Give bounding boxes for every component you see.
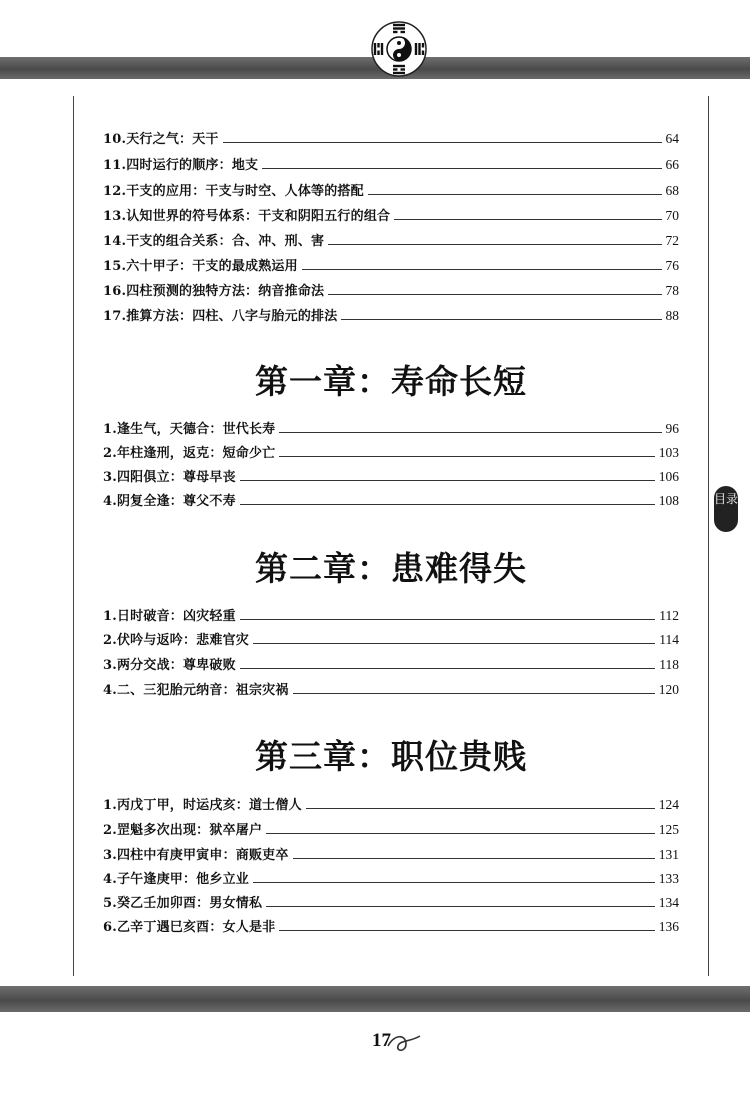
leader-line <box>223 142 662 143</box>
entry-title: 16.四柱预测的独特方法：纳音推命法 <box>103 284 325 299</box>
entry-title: 3.四柱中有庚甲寅申：商贩吏卒 <box>103 848 289 863</box>
entry-page: 70 <box>665 208 679 223</box>
entry-page: 112 <box>659 608 679 623</box>
leader-line <box>302 269 662 270</box>
toc-entry[interactable] <box>103 204 679 224</box>
entry-title: 1.逢生气，天德合：世代长寿 <box>103 422 276 437</box>
entry-page: 136 <box>658 919 679 934</box>
toc-entry[interactable] <box>103 417 679 437</box>
toc-entry[interactable] <box>103 179 679 199</box>
entry-title: 12.干支的应用：干支与时空、人体等的搭配 <box>103 184 364 199</box>
toc-entry[interactable] <box>103 891 679 911</box>
footer-band <box>0 986 750 1012</box>
leader-line <box>279 930 654 931</box>
toc-entry[interactable] <box>103 818 679 838</box>
frame-right-rule <box>708 96 709 976</box>
toc-entry[interactable] <box>103 867 679 887</box>
entry-page: 96 <box>665 421 679 436</box>
entry-page: 68 <box>665 183 679 198</box>
chapter-heading: 第二章：患难得失 <box>255 549 527 588</box>
leader-line <box>306 808 655 809</box>
leader-line <box>253 643 655 644</box>
leader-line <box>279 432 661 433</box>
leader-line <box>253 882 655 883</box>
entry-title: 2.罡魁多次出现：狱卒屠户 <box>103 823 263 838</box>
toc-entry[interactable] <box>103 678 679 698</box>
chapter-heading: 第三章：职位贵贱 <box>255 737 527 776</box>
leader-line <box>266 906 655 907</box>
entry-title: 3.两分交战：尊卑破败 <box>103 658 236 673</box>
leader-line <box>266 833 655 834</box>
entry-page: 134 <box>658 895 679 910</box>
entry-title: 1.日时破音：凶灾轻重 <box>103 609 236 624</box>
entry-page: 133 <box>658 871 679 886</box>
entry-title: 17.推算方法：四柱、八字与胎元的排法 <box>103 309 338 324</box>
entry-page: 76 <box>665 258 679 273</box>
entry-page: 66 <box>665 157 679 172</box>
leader-line <box>240 504 655 505</box>
entry-page: 124 <box>658 797 679 812</box>
leader-line <box>293 693 655 694</box>
leader-line <box>279 456 654 457</box>
page-number: 17 <box>372 1030 391 1051</box>
entry-page: 103 <box>658 445 679 460</box>
toc-entry[interactable] <box>103 441 679 461</box>
entry-title: 1.丙戊丁甲，时运戌亥：道士僧人 <box>103 798 302 813</box>
toc-entry[interactable] <box>103 915 679 935</box>
leader-line <box>368 194 662 195</box>
entry-page: 64 <box>665 131 679 146</box>
chapter-heading: 第一章：寿命长短 <box>255 362 527 401</box>
toc-entry[interactable] <box>103 254 679 274</box>
entry-title: 2.年柱逢刑，返克：短命少亡 <box>103 446 276 461</box>
entry-title: 15.六十甲子：干支的最成熟运用 <box>103 259 298 274</box>
leader-line <box>262 168 661 169</box>
entry-page: 125 <box>658 822 679 837</box>
leader-line <box>293 858 655 859</box>
leader-line <box>341 319 661 320</box>
toc-entry[interactable] <box>103 153 679 173</box>
leader-line <box>240 619 655 620</box>
leader-line <box>240 668 655 669</box>
toc-entry[interactable] <box>103 279 679 299</box>
entry-page: 118 <box>659 657 679 672</box>
toc-entry[interactable] <box>103 465 679 485</box>
toc-entry[interactable] <box>103 304 679 324</box>
leader-line <box>240 480 655 481</box>
swirl-ornament-icon <box>384 1024 424 1058</box>
frame-left-rule <box>73 96 74 976</box>
entry-title: 2.伏吟与返吟：悲难官灾 <box>103 633 249 648</box>
entry-title: 6.乙辛丁遇巳亥酉：女人是非 <box>103 920 276 935</box>
entry-title: 11.四时运行的顺序：地支 <box>103 158 259 173</box>
entry-title: 10.天行之气：天干 <box>103 132 219 147</box>
toc-entry[interactable] <box>103 229 679 249</box>
leader-line <box>394 219 661 220</box>
toc-side-tab: 目录 <box>714 486 738 532</box>
leader-line <box>328 244 661 245</box>
entry-title: 13.认知世界的符号体系：干支和阴阳五行的组合 <box>103 209 391 224</box>
toc-entry[interactable] <box>103 843 679 863</box>
entry-page: 120 <box>658 682 679 697</box>
toc-entry[interactable] <box>103 653 679 673</box>
toc-entry[interactable] <box>103 628 679 648</box>
entry-page: 114 <box>659 632 679 647</box>
toc-entry[interactable] <box>103 489 679 509</box>
entry-title: 14.干支的组合关系：合、冲、刑、害 <box>103 234 325 249</box>
toc-entry[interactable] <box>103 604 679 624</box>
entry-page: 106 <box>658 469 679 484</box>
entry-title: 4.阴复全逢：尊父不寿 <box>103 494 236 509</box>
entry-page: 72 <box>665 233 679 248</box>
entry-page: 108 <box>658 493 679 508</box>
entry-page: 88 <box>665 308 679 323</box>
entry-page: 78 <box>665 283 679 298</box>
entry-title: 3.四阳俱立：尊母早丧 <box>103 470 236 485</box>
toc-entry[interactable] <box>103 793 679 813</box>
entry-title: 5.癸乙壬加卯酉：男女情私 <box>103 896 263 911</box>
entry-page: 131 <box>658 847 679 862</box>
toc-entry[interactable] <box>103 127 679 147</box>
bagua-yin-yang-icon <box>371 21 427 77</box>
leader-line <box>328 294 661 295</box>
entry-title: 4.子午逢庚甲：他乡立业 <box>103 872 249 887</box>
entry-title: 4.二、三犯胎元纳音：祖宗灾祸 <box>103 683 289 698</box>
